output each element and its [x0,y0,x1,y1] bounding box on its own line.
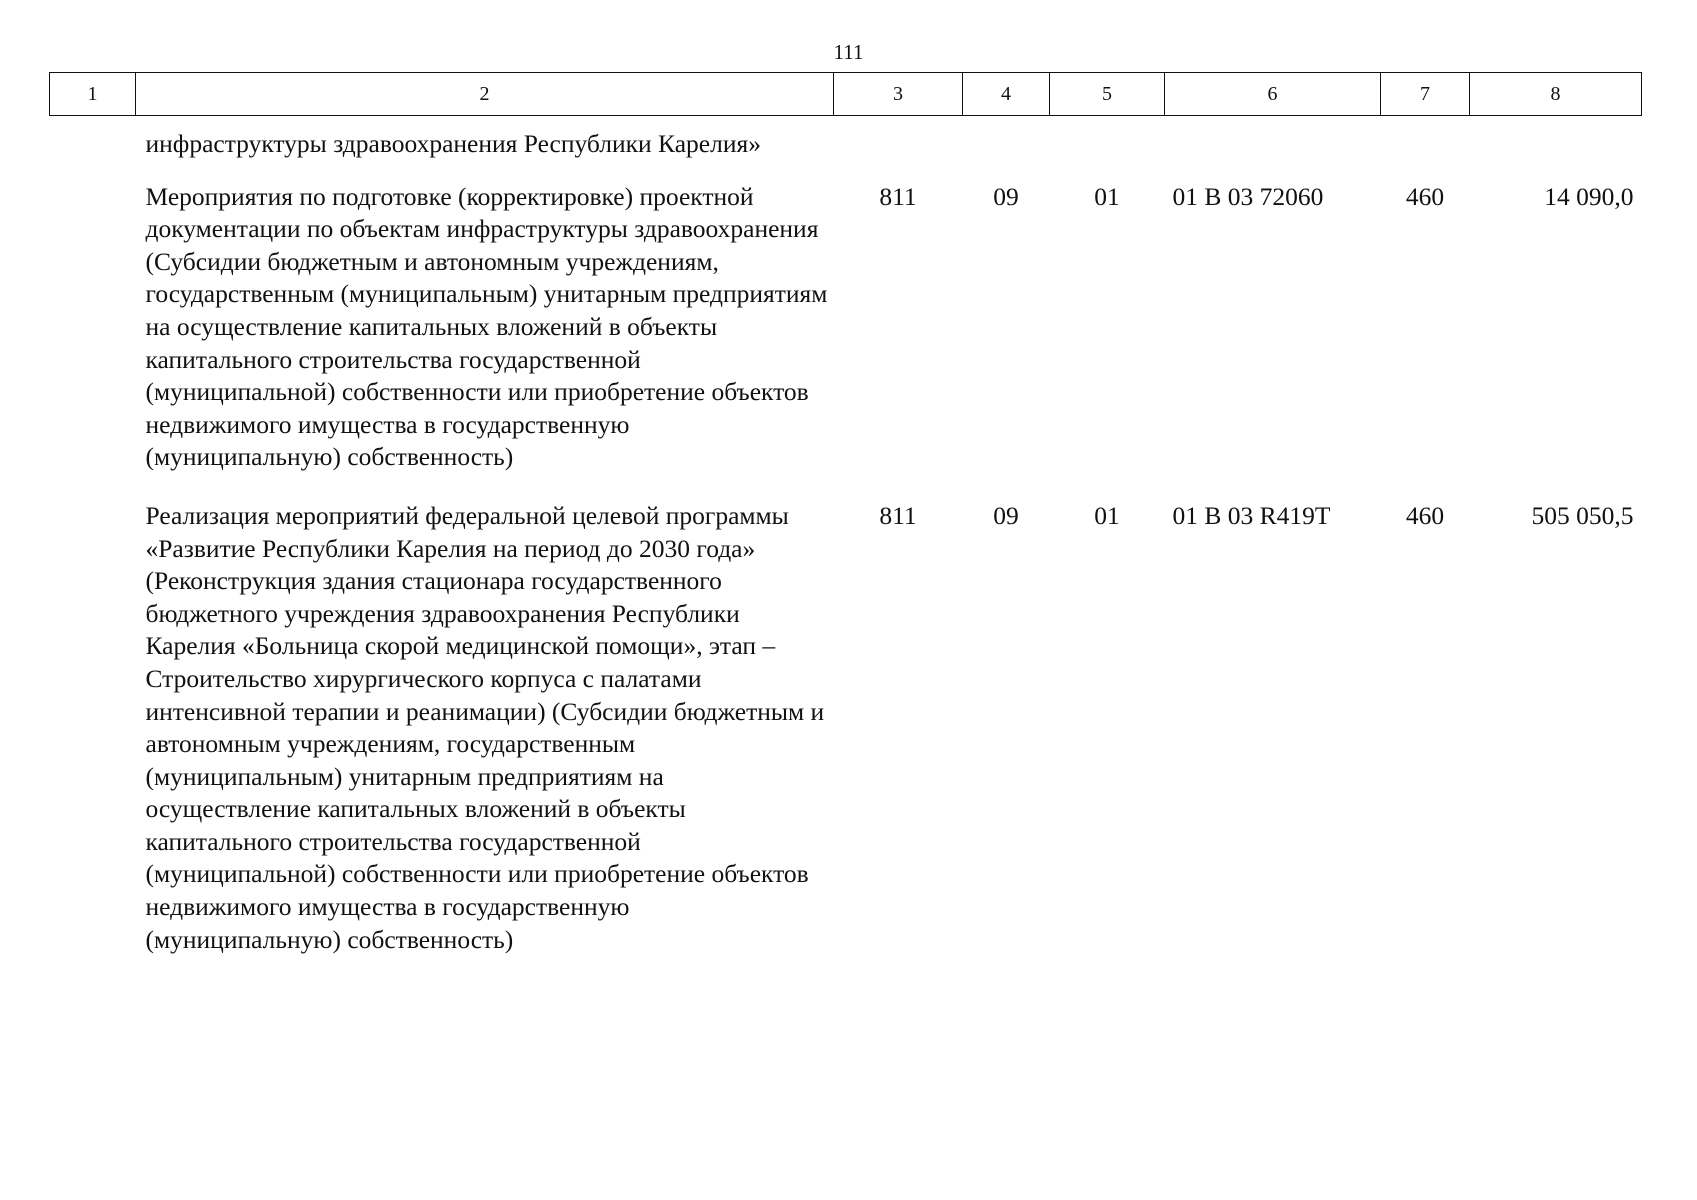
ministry-cell [834,116,963,173]
column-header-1: 1 [50,73,136,116]
expense-type-cell: 460 [1405,500,1445,530]
subsection-cell: 01 [1094,181,1120,211]
table-header [50,73,1642,116]
amount-cell: 14 090,0 [1544,181,1634,211]
expense-type-cell: 460 [1405,181,1445,211]
header-row [50,73,1642,116]
budget-table [49,72,1642,956]
description-cell: Реализация мероприятий федеральной целевой программы «Развитие Республики Карелия на период до 2030 года» (Реконструкция здания стационара государственного бюджетного учреждения здравоохранения Республики Карелия «Больница скорой медицинской помощи», этап – Строительство хирургического корпуса с палатами интенсивной терапии и реанимации) (Субсидии бюджетным и автономным учреждениям, государственным (муниципальным) унитарным предприятиям на осуществление капитальных вложений в объекты капитального строительства государственной (муниципальной) собственности или приобретение объектов недвижимого имущества в государственную (муниципальную) собственность) [145,500,825,954]
subsection-cell: 01 [1094,500,1120,530]
column-header-5: 5 [1050,73,1165,116]
subsection-cell [1050,116,1165,173]
column-header-2: 2 [136,73,834,116]
column-header-3: 3 [834,73,963,116]
target-article-cell: 01 В 03 R419Т [1172,500,1331,530]
table-body [50,116,1642,957]
ministry-cell: 811 [879,500,917,530]
page-number: 111 [833,40,864,64]
row-number-cell [50,488,136,956]
table-row [50,488,1642,956]
column-header-7: 7 [1381,73,1470,116]
row-number-cell [50,116,136,173]
column-header-4: 4 [963,73,1050,116]
section-cell [963,116,1050,173]
row-number-cell [50,173,136,488]
description-cell: инфраструктуры здравоохранения Республики Карелия» [145,129,761,158]
target-article-cell: 01 В 03 72060 [1172,181,1324,211]
table-row [50,173,1642,488]
expense-type-cell [1381,116,1470,173]
amount-cell [1470,116,1642,173]
description-cell: Мероприятия по подготовке (корректировке) проектной документации по объектам инфраструктуры здравоохранения (Субсидии бюджетным и автономным учреждениям, государственным (муниципальным) унитарным предприятиям на осуществление капитальных вложений в объекты капитального строительства государственной (муниципальной) собственности или приобретение объектов недвижимого имущества в государственную (муниципальную) собственность) [145,181,828,472]
target-article-cell [1165,116,1381,173]
table-row [50,116,1642,173]
column-header-6: 6 [1165,73,1381,116]
ministry-cell: 811 [879,181,917,211]
section-cell: 09 [993,500,1019,530]
column-header-8: 8 [1470,73,1642,116]
section-cell: 09 [993,181,1019,211]
amount-cell: 505 050,5 [1531,500,1634,530]
